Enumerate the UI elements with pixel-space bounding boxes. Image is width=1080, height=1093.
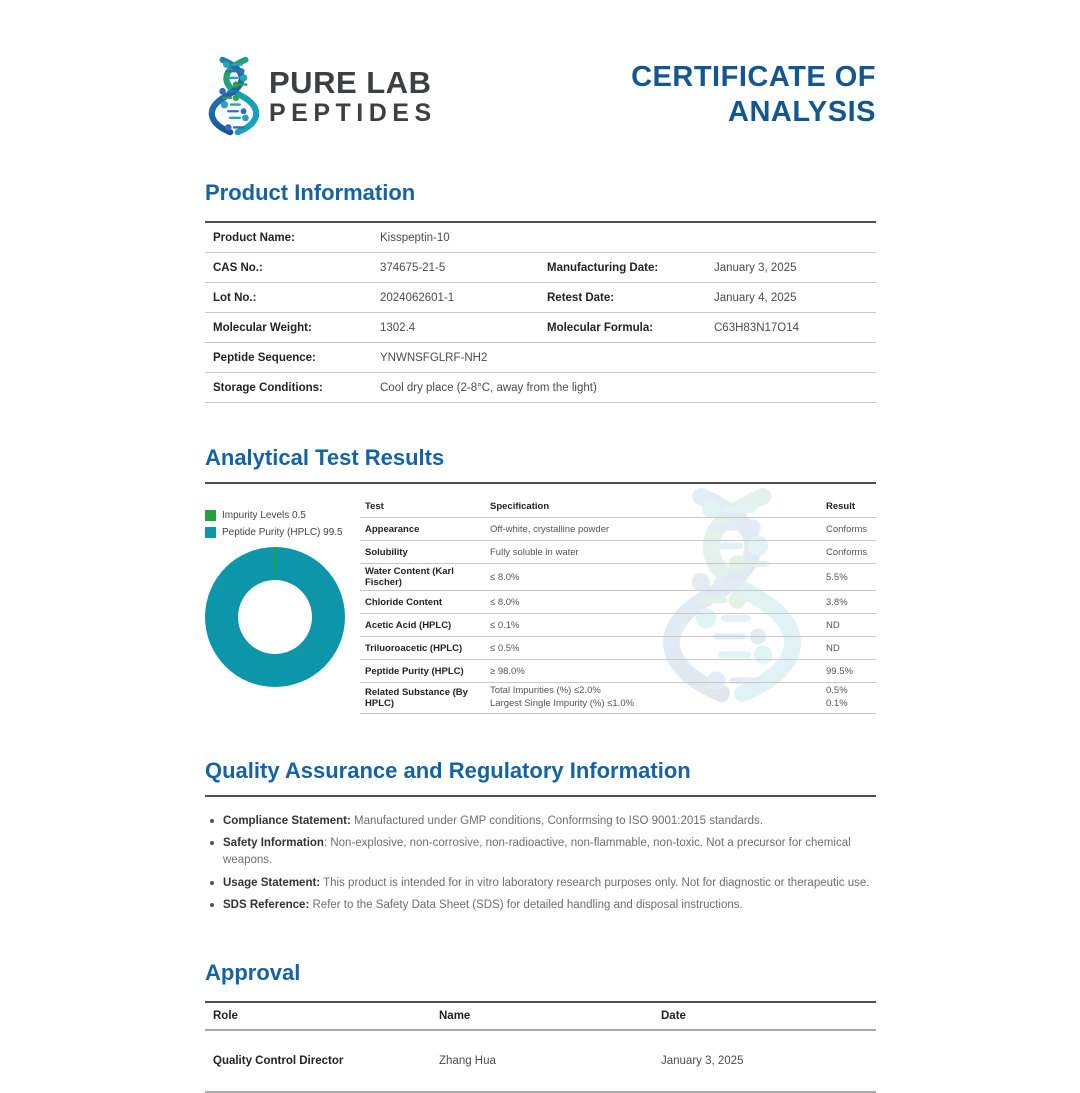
product-information-section — [205, 180, 876, 403]
field-label: Molecular Formula: — [547, 321, 654, 334]
test-spec-line1: Total Impurities (%) ≤2.0% — [490, 685, 601, 696]
purity-chart — [205, 484, 360, 714]
test-results-table — [360, 484, 876, 714]
column-header-date: Date — [661, 1009, 686, 1022]
test-result — [821, 685, 876, 711]
test-result: Conforms — [826, 523, 868, 535]
test-name: Peptide Purity (HPLC) — [365, 665, 464, 677]
field-label: Lot No.: — [213, 291, 257, 304]
test-result-line1: 0.5% — [826, 685, 848, 696]
test-result: 99.5% — [826, 665, 853, 677]
legend-label: Peptide Purity (HPLC) 99.5 — [222, 527, 343, 538]
bullet-text: Refer to the Safety Data Sheet (SDS) for detailed handling and disposal instructions. — [309, 899, 743, 912]
test-name: Triluoroacetic (HPLC) — [365, 642, 463, 654]
brand-name — [269, 64, 437, 127]
document-title-line1: CERTIFICATE OF — [631, 61, 876, 93]
qa-bullet-list — [205, 813, 876, 914]
test-spec: ≤ 0.1% — [490, 619, 520, 631]
table-row — [360, 683, 876, 714]
purity-donut — [205, 547, 345, 687]
field-value: 1302.4 — [380, 321, 416, 334]
field-label: CAS No.: — [213, 261, 263, 274]
field-value: C63H83N17O14 — [714, 321, 800, 334]
test-name: Appearance — [365, 523, 420, 535]
list-item — [205, 897, 876, 914]
quality-assurance-section — [205, 758, 876, 914]
bullet-text: This product is intended for in vitro laboratory research purposes only. Not for diagnostic or therapeutic use. — [320, 876, 870, 889]
bullet-label: Safety Information — [223, 837, 324, 850]
table-row — [205, 283, 876, 313]
field-value: 374675-21-5 — [380, 261, 446, 274]
test-spec — [485, 685, 821, 711]
table-row — [360, 518, 876, 541]
column-header-specification: Specification — [490, 500, 550, 512]
test-spec: ≤ 8.0% — [490, 571, 520, 583]
field-label: Peptide Sequence: — [213, 351, 316, 364]
field-value: 2024062601-1 — [380, 291, 455, 304]
field-value: Cool dry place (2-8°C, away from the light) — [380, 381, 597, 394]
test-result: ND — [826, 619, 840, 631]
table-row — [360, 564, 876, 591]
approver-role: Quality Control Director — [213, 1054, 344, 1067]
table-header-row — [205, 1003, 876, 1031]
column-header-name: Name — [439, 1009, 471, 1022]
bullet-label: SDS Reference: — [223, 899, 310, 912]
field-label: Retest Date: — [547, 291, 615, 304]
test-result: 3.8% — [826, 596, 848, 608]
table-header-row — [360, 495, 876, 518]
bullet-label: Usage Statement: — [223, 876, 321, 889]
list-item — [205, 835, 876, 868]
field-label: Product Name: — [213, 231, 295, 244]
table-row — [205, 253, 876, 283]
approval-date: January 3, 2025 — [661, 1054, 744, 1067]
table-row — [205, 313, 876, 343]
test-spec-line2: Largest Single Impurity (%) ≤1.0% — [490, 697, 635, 709]
bullet-label: Compliance Statement: — [223, 814, 351, 827]
brand-name-line1: PURE LAB — [269, 64, 432, 100]
table-row — [205, 1031, 876, 1093]
field-value: Kisspeptin-10 — [380, 231, 450, 244]
dna-helix-icon — [205, 56, 263, 136]
table-row — [360, 660, 876, 683]
section-heading-approval: Approval — [205, 959, 301, 985]
divider — [205, 795, 876, 797]
table-row — [360, 637, 876, 660]
test-spec: ≥ 98.0% — [490, 665, 525, 677]
approval-section — [205, 960, 876, 1093]
header — [205, 56, 876, 136]
section-heading-quality-assurance: Quality Assurance and Regulatory Information — [205, 757, 691, 783]
field-value: January 4, 2025 — [714, 291, 797, 304]
bullet-text: Manufactured under GMP conditions, Conformsing to ISO 9001:2015 standards. — [350, 814, 763, 827]
test-result: Conforms — [826, 546, 868, 558]
analytical-test-results-section — [205, 445, 876, 714]
list-item — [205, 813, 876, 830]
table-row — [205, 223, 876, 253]
test-name: Solubility — [365, 546, 408, 558]
column-header-role: Role — [213, 1009, 238, 1022]
legend-item — [205, 510, 360, 521]
test-name: Acetic Acid (HPLC) — [365, 619, 452, 631]
approver-name: Zhang Hua — [439, 1054, 496, 1067]
test-name: Related Substance (By HPLC) — [365, 686, 468, 709]
field-label: Manufacturing Date: — [547, 261, 659, 274]
test-result-line2: 0.1% — [826, 697, 848, 709]
test-result: ND — [826, 642, 840, 654]
column-header-result: Result — [826, 500, 856, 512]
document-title-line2: ANALYSIS — [728, 95, 876, 128]
field-value: YNWNSFGLRF-NH2 — [380, 351, 488, 364]
table-row — [205, 373, 876, 403]
brand-logo — [205, 56, 437, 136]
bullet-text: : Non-explosive, non-corrosive, non-radioactive, non-flammable, non-toxic. Not a precursor for chemical weapons. — [223, 837, 851, 866]
legend-label: Impurity Levels 0.5 — [222, 510, 306, 521]
document-title — [631, 60, 876, 130]
brand-name-line2: PEPTIDES — [269, 98, 437, 127]
impurity-legend-swatch — [205, 510, 216, 521]
product-information-table — [205, 221, 876, 403]
test-spec: Off-white, crystalline powder — [490, 523, 610, 535]
section-heading-analytical-test-results: Analytical Test Results — [205, 445, 445, 470]
table-row — [360, 541, 876, 564]
section-heading-product-information: Product Information — [205, 180, 416, 205]
test-spec: ≤ 0.5% — [490, 642, 520, 654]
purity-legend-swatch — [205, 527, 216, 538]
field-label: Storage Conditions: — [213, 381, 323, 394]
test-name: Water Content (Karl Fischer) — [365, 566, 454, 588]
field-value: January 3, 2025 — [714, 261, 797, 274]
test-result: 5.5% — [826, 571, 848, 583]
column-header-test: Test — [365, 500, 384, 512]
legend-item — [205, 527, 360, 538]
table-row — [205, 343, 876, 373]
test-spec: ≤ 8.0% — [490, 596, 520, 608]
field-label: Molecular Weight: — [213, 321, 312, 334]
test-spec: Fully soluble in water — [490, 546, 579, 558]
certificate-page — [205, 0, 876, 1093]
test-name: Chloride Content — [365, 596, 443, 608]
table-row — [360, 614, 876, 637]
list-item — [205, 875, 876, 892]
approval-table — [205, 1001, 876, 1093]
donut-hole — [238, 580, 312, 654]
table-row — [360, 591, 876, 614]
